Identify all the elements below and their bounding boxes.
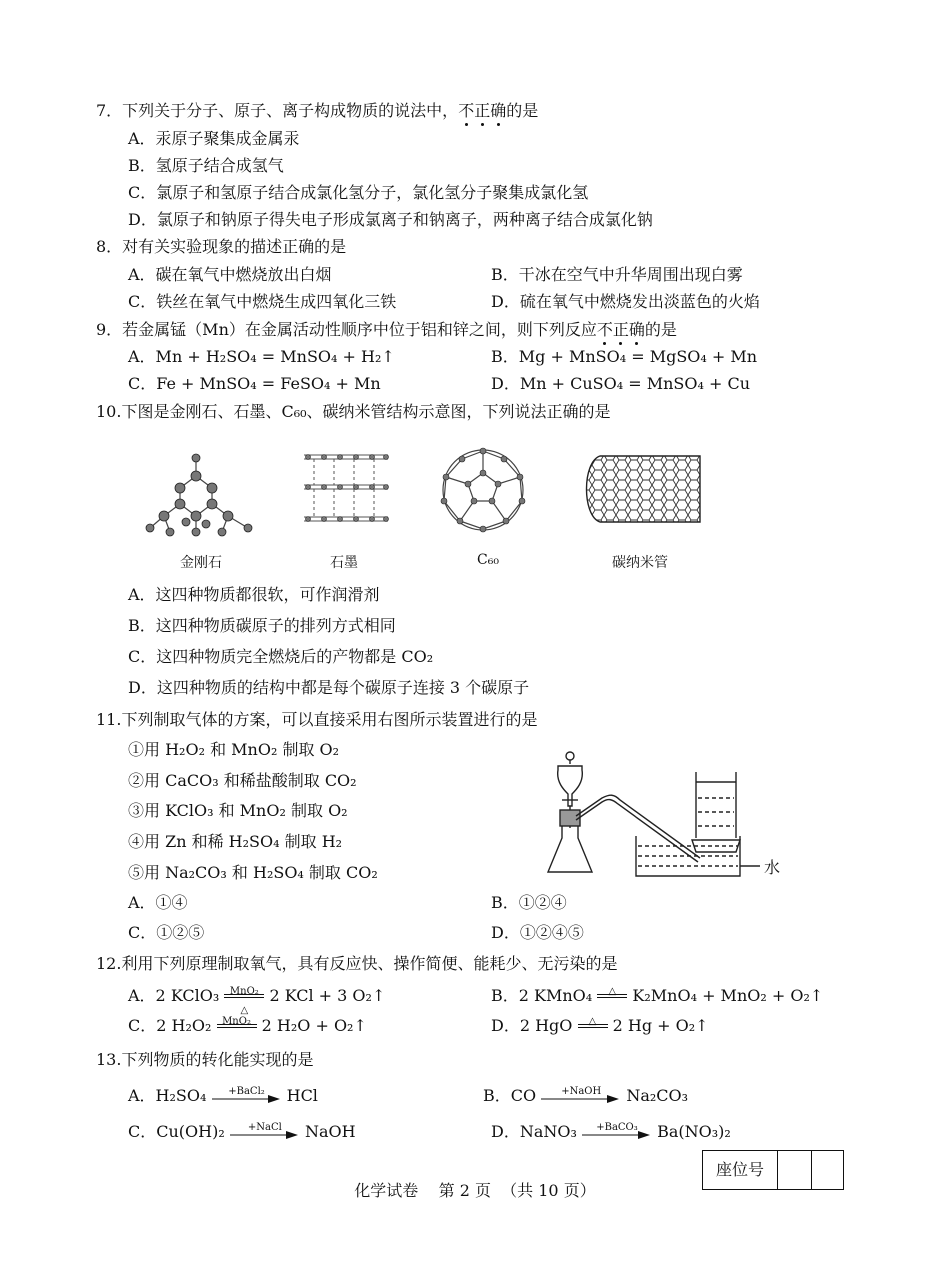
q13-option-c [128, 1121, 356, 1143]
emphasis-char: 正 [612, 320, 629, 339]
q7-stem [96, 100, 538, 122]
emphasis-char: 确 [490, 101, 507, 120]
q12-a-heat: △ [240, 1004, 249, 1016]
q13-b-product: Na₂CO₃ [626, 1086, 689, 1105]
q8-stem: 8．对有关实验现象的描述正确的是 [96, 237, 347, 256]
q9-option-c: C．Fe + MnSO₄ = FeSO₄ + Mn [128, 374, 381, 393]
water-label: 水 [764, 858, 781, 877]
q13-a-reactant: A．H₂SO₄ [128, 1086, 207, 1105]
q9-stem-pre: 9．若金属锰（Mn）在金属活动性顺序中位于铝和锌之间，则下列反应 [96, 320, 597, 339]
q13-b-reagent: +NaOH [561, 1085, 602, 1097]
q9-option-d: D．Mn + CuSO₄ = MnSO₄ + Cu [491, 374, 751, 393]
q12-option-b [491, 985, 823, 1007]
q7-option-c: C．氯原子和氢原子结合成氯化氢分子，氯化氢分子聚集成氯化氢 [128, 183, 589, 202]
q12-option-a [128, 985, 386, 1016]
q9-stem-post: 的是 [644, 320, 677, 339]
q10-option-b: B．这四种物质碳原子的排列方式相同 [128, 616, 396, 635]
q10-option-a: A．这四种物质都很软，可作润滑剂 [128, 585, 380, 604]
q13-d-reagent: +BaCO₃ [596, 1121, 638, 1133]
q7-option-d: D．氯原子和钠原子得失电子形成氯离子和钠离子，两种离子结合成氯化钠 [128, 210, 653, 229]
q12-b-condition [597, 987, 627, 1007]
q11-item-2: ②用 CaCO₃ 和稀盐酸制取 CO₂ [128, 771, 357, 790]
diamond-structure-image [140, 440, 260, 540]
q12-a-product: 2 KCl + 3 O₂↑ [269, 986, 386, 1005]
caption-diamond: 金刚石 [180, 555, 222, 571]
q12-b-heat: △ [608, 985, 617, 997]
q13-c-arrow [230, 1123, 300, 1143]
q8-option-b: B．干冰在空气中升华周围出现白雾 [491, 265, 743, 284]
q11-option-b: B．①②④ [491, 893, 567, 912]
q12-d-reactant: D．2 HgO [491, 1016, 573, 1035]
arrow-icon [582, 1131, 652, 1139]
q9-stem [96, 319, 677, 341]
q11-option-c: C．①②⑤ [128, 923, 205, 942]
q10-stem: 10.下图是金刚石、石墨、C₆₀、碳纳米管结构示意图，下列说法正确的是 [96, 402, 611, 421]
q12-b-product: K₂MnO₄ + MnO₂ + O₂↑ [632, 986, 824, 1005]
q10-option-c: C．这四种物质完全燃烧后的产物都是 CO₂ [128, 647, 434, 666]
q13-d-product: Ba(NO₃)₂ [657, 1122, 731, 1141]
q13-option-a [128, 1085, 318, 1107]
q12-d-condition [578, 1017, 608, 1037]
q12-a-reactant: A．2 KClO₃ [128, 986, 220, 1005]
q13-a-reagent: +BaCl₂ [228, 1085, 265, 1097]
q11-option-a: A．①④ [128, 893, 188, 912]
q12-c-product: 2 H₂O + O₂↑ [261, 1016, 367, 1035]
q12-a-condition [224, 985, 264, 1016]
q7-option-b: B．氢原子结合成氢气 [128, 156, 284, 175]
q13-c-product: NaOH [304, 1122, 356, 1141]
emphasis-char: 正 [474, 101, 491, 120]
nanotube-structure-image [580, 450, 705, 530]
q9-stem-emph [597, 320, 645, 339]
q12-d-product: 2 Hg + O₂↑ [612, 1016, 709, 1035]
emphasis-char: 不 [458, 101, 475, 120]
arrow-icon [230, 1131, 300, 1139]
q13-d-reactant: D．NaNO₃ [491, 1122, 577, 1141]
q11-item-4: ④用 Zn 和稀 H₂SO₄ 制取 H₂ [128, 832, 343, 851]
c60-structure-image [438, 443, 528, 538]
q12-c-condition [217, 1017, 257, 1037]
q12-b-reactant: B．2 KMnO₄ [491, 986, 593, 1005]
q12-c-reactant: C．2 H₂O₂ [128, 1016, 212, 1035]
q8-option-c: C．铁丝在氧气中燃烧生成四氧化三铁 [128, 292, 397, 311]
q11-stem: 11.下列制取气体的方案，可以直接采用右图所示装置进行的是 [96, 710, 538, 729]
q12-c-catalyst: MnO₂ [222, 1015, 251, 1027]
q12-option-c [128, 1015, 367, 1037]
q11-item-1: ①用 H₂O₂ 和 MnO₂ 制取 O₂ [128, 740, 340, 759]
q11-item-3: ③用 KClO₃ 和 MnO₂ 制取 O₂ [128, 801, 348, 820]
q13-a-arrow [212, 1087, 282, 1107]
q10-option-d: D．这四种物质的结构中都是每个碳原子连接 3 个碳原子 [128, 678, 530, 697]
caption-c60: C₆₀ [477, 552, 499, 568]
q9-option-a: A．Mn + H₂SO₄ = MnSO₄ + H₂↑ [128, 347, 395, 366]
emphasis-char: 不 [596, 320, 613, 339]
q12-option-d [491, 1015, 709, 1037]
emphasis-char: 确 [628, 320, 645, 339]
q13-c-reactant: C．Cu(OH)₂ [128, 1122, 225, 1141]
q12-a-catalyst: MnO₂ [229, 985, 259, 997]
q7-option-a: A．汞原子聚集成金属汞 [128, 129, 300, 148]
q11-item-5: ⑤用 Na₂CO₃ 和 H₂SO₄ 制取 CO₂ [128, 863, 378, 882]
q13-option-b [483, 1085, 688, 1107]
q12-stem: 12.利用下列原理制取氧气，具有反应快、操作简便、能耗少、无污染的是 [96, 954, 618, 973]
arrow-icon [212, 1095, 282, 1103]
q9-option-b: B．Mg + MnSO₄ = MgSO₄ + Mn [491, 347, 758, 366]
q13-b-reactant: B．CO [483, 1086, 537, 1105]
q13-c-reagent: +NaCl [247, 1121, 282, 1133]
q13-a-product: HCl [286, 1086, 318, 1105]
q13-d-arrow [582, 1123, 652, 1143]
caption-graphite: 石墨 [330, 555, 358, 571]
q13-stem: 13.下列物质的转化能实现的是 [96, 1050, 314, 1069]
q11-option-d: D．①②④⑤ [491, 923, 584, 942]
q7-stem-post: 的是 [506, 101, 539, 120]
seat-number-label: 座位号 [703, 1151, 778, 1189]
q7-stem-emph [458, 101, 506, 120]
q12-d-heat: △ [588, 1015, 597, 1027]
page-footer: 化学试卷 第 2 页 （共 10 页） [354, 1181, 596, 1200]
gas-apparatus-image [540, 748, 760, 883]
q13-option-d [491, 1121, 731, 1143]
caption-nanotube: 碳纳米管 [612, 555, 668, 571]
q7-stem-pre: 7．下列关于分子、原子、离子构成物质的说法中， [96, 101, 459, 120]
q13-b-arrow [541, 1087, 621, 1107]
q8-option-a: A．碳在氧气中燃烧放出白烟 [128, 265, 332, 284]
graphite-structure-image [300, 445, 392, 540]
q8-option-d: D．硫在氧气中燃烧发出淡蓝色的火焰 [491, 292, 760, 311]
arrow-icon [541, 1095, 621, 1103]
